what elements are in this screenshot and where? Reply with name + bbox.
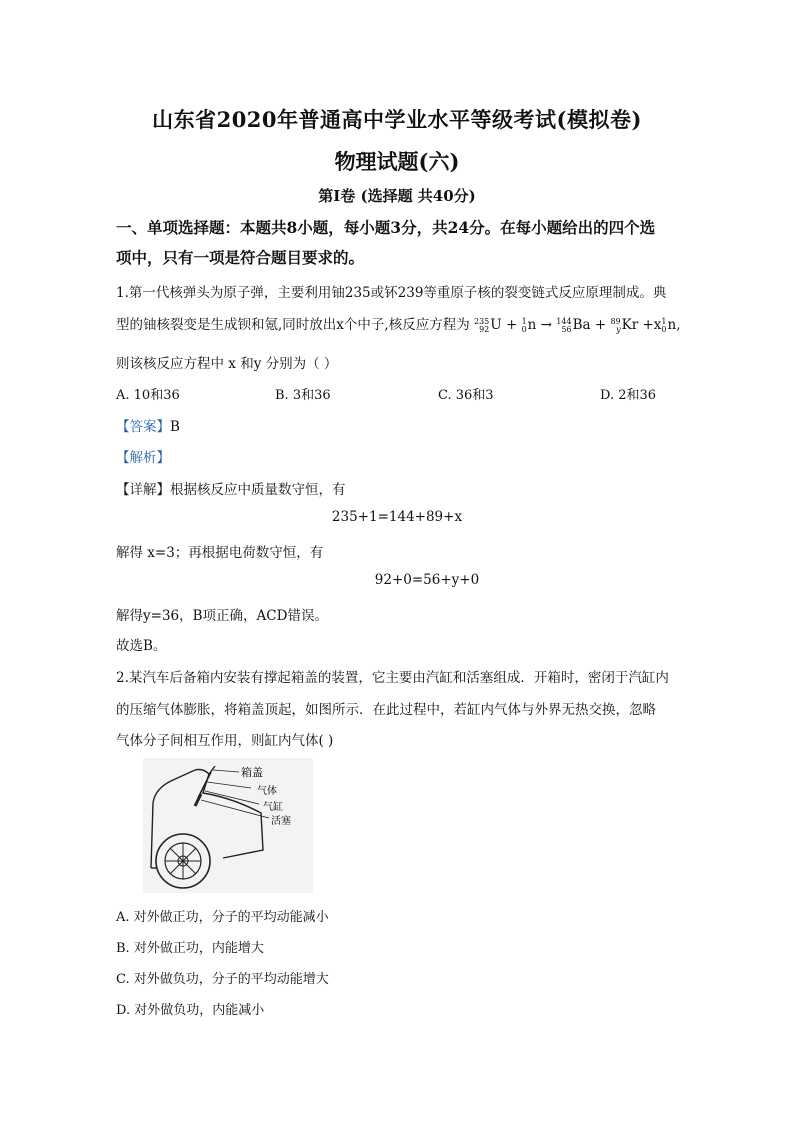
u-nuclide-numbers (474, 318, 489, 334)
ba-mass: 144 (556, 316, 572, 326)
q2-option-c: C. 对外做负功，分子的平均动能增大 (116, 972, 329, 987)
detail-line (116, 478, 346, 498)
ba-charge: 56 (561, 324, 572, 334)
u-mass: 235 (474, 316, 490, 326)
q2-option-a: A. 对外做正功，分子的平均动能减小 (116, 910, 329, 925)
analysis-tag: 【解析】 (116, 450, 170, 466)
q1-option-a: A. 10和36 (116, 388, 180, 403)
section-heading-line1: 一、单项选择题：本题共8小题，每小题3分，共24分。在每小题给出的四个选 (116, 218, 656, 237)
section-heading-line2: 项中，只有一项是符合题目要求的。 (116, 248, 365, 267)
neutron-count: x (653, 317, 662, 333)
label-cylinder: 气缸 (263, 802, 283, 813)
answer-tag: 【答案】 (116, 419, 170, 435)
answer-line (116, 415, 180, 435)
n2-symbol: n (667, 317, 677, 333)
q2-line2: 的压缩气体膨胀，将箱盖顶起，如图所示．在此过程中，若缸内气体与外界无热交换，忽略 (116, 702, 656, 718)
detail-tag: 【详解】 (116, 482, 170, 498)
exam-title: 山东省2020年普通高中学业水平等级考试(模拟卷) (152, 107, 642, 132)
reaction-arrow: → (540, 317, 552, 333)
q1-option-d: D. 2和36 (600, 388, 657, 403)
ba-symbol: Ba (572, 317, 591, 333)
kr-nuclide-numbers (610, 318, 620, 334)
kr-charge: y (616, 324, 621, 334)
q1-line3: 则该核反应方程中 x 和y 分别为（ ） (116, 356, 338, 372)
q1-line2-text: 型的铀核裂变是生成钡和氪,同时放出x个中子,核反应方程为 (116, 317, 470, 333)
n1-symbol: n (527, 317, 537, 333)
q1-line2 (116, 313, 681, 334)
n1-charge: 0 (521, 324, 527, 334)
plus-sign: + (505, 317, 518, 333)
answer-value: B (170, 419, 180, 435)
kr-symbol: Kr (621, 317, 639, 333)
exam-subtitle: 物理试题(六) (334, 149, 460, 174)
solve-line2: 解得y=36，B项正确，ACD错误。 (116, 608, 328, 624)
label-gas: 气体 (257, 786, 277, 797)
q2-line1: 2.某汽车后备箱内安装有撑起箱盖的装置，它主要由汽缸和活塞组成．开箱时，密闭于汽缸内 (116, 670, 669, 686)
conclusion-line: 故选B。 (116, 638, 167, 654)
q2-option-b: B. 对外做正功，内能增大 (116, 941, 264, 956)
car-trunk-figure (143, 758, 313, 893)
u-charge: 92 (479, 324, 490, 334)
kr-mass: 89 (610, 316, 621, 326)
n1-nuclide-numbers (522, 318, 527, 334)
plus-sign: + (594, 317, 607, 333)
q1-option-b: B. 3和36 (275, 388, 331, 403)
u-symbol: U (490, 317, 502, 333)
eq-comma: , (676, 317, 681, 333)
n2-charge: 0 (661, 324, 667, 334)
q2-option-d: D. 对外做负功，内能减小 (116, 1003, 265, 1018)
label-lid: 箱盖 (241, 766, 263, 779)
n2-mass: 1 (661, 316, 667, 326)
label-piston: 活塞 (271, 816, 291, 827)
plus-sign: + (642, 317, 654, 333)
equation-charge: 92+0=56+y+0 (374, 572, 480, 588)
equation-mass: 235+1=144+89+x (331, 509, 463, 525)
q1-option-c: C. 36和3 (438, 388, 494, 403)
q2-line3: 气体分子间相互作用，则缸内气体( ) (116, 733, 334, 749)
q1-line1: 1.第一代核弹头为原子弹，主要利用铀235或钚239等重原子核的裂变链式反应原理制成。典 (116, 285, 667, 301)
ba-nuclide-numbers (556, 318, 571, 334)
solve-line1: 解得 x=3；再根据电荷数守恒，有 (116, 545, 324, 561)
n1-mass: 1 (521, 316, 527, 326)
detail-text: 根据核反应中质量数守恒，有 (170, 482, 346, 498)
n2-nuclide-numbers (661, 318, 666, 334)
part-heading: 第Ⅰ卷 (选择题 共40分) (318, 187, 476, 205)
analysis-line (116, 446, 170, 466)
